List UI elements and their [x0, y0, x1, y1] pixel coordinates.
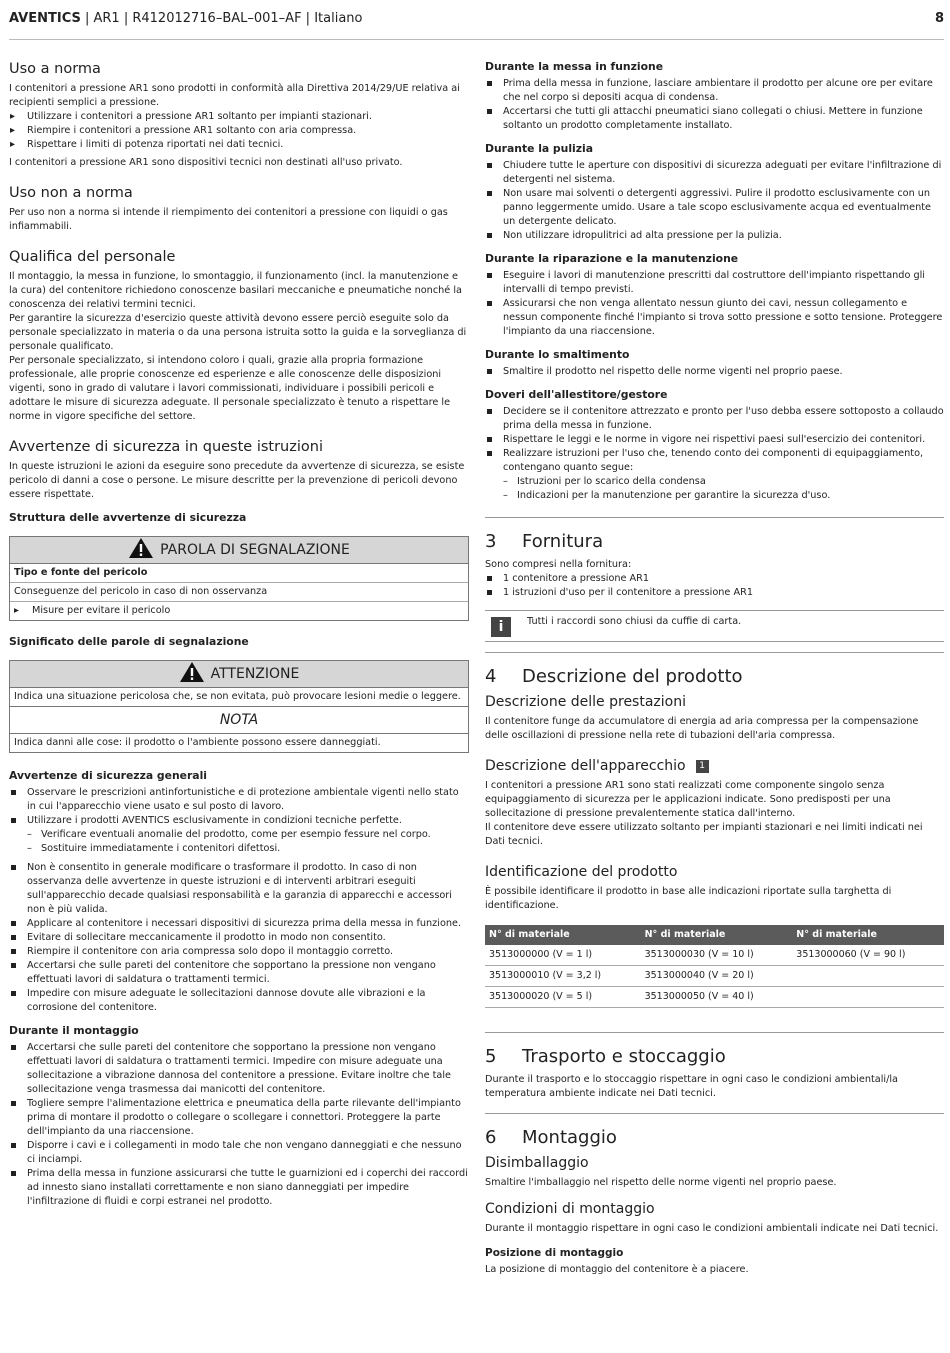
document-reference: | AR1 | R412012716–BAL–001–AF | Italiano — [80, 11, 363, 26]
header-divider — [9, 39, 944, 40]
subsection-title: Posizione di montaggio — [485, 1247, 624, 1259]
chapter-title-text: Descrizione del prodotto — [522, 666, 743, 687]
list-item: Non utilizzare idropulitrici ad alta pressione per la pulizia. — [485, 229, 944, 243]
dash-list — [9, 828, 469, 856]
section-title: Uso non a norma — [9, 185, 133, 201]
subsection-title: Durante il montaggio — [9, 1024, 139, 1037]
hazard-measure — [10, 602, 468, 620]
list-item: – Indicazioni per la manutenzione per garantire la sicurezza d'uso. — [485, 489, 944, 503]
table-cell: 3513000060 (V = 90 l) — [792, 945, 944, 966]
hazard-measure-text: Misure per evitare il pericolo — [32, 605, 171, 616]
chapter-title — [485, 665, 944, 689]
section-title — [485, 757, 944, 775]
list-item: Utilizzare i prodotti AVENTICS esclusivamente in condizioni tecniche perfette. — [9, 814, 469, 828]
signal-word: PAROLA DI SEGNALAZIONE — [160, 542, 350, 558]
left-column — [9, 60, 469, 1209]
info-icon: i — [491, 617, 511, 637]
chapter-title-text: Trasporto e stoccaggio — [522, 1046, 726, 1067]
subsection-title: Struttura delle avvertenze di sicurezza — [9, 511, 247, 524]
page-number: 8 — [934, 11, 944, 26]
square-list — [9, 786, 469, 828]
section-title: Avvertenze di sicurezza in queste istruzioni — [9, 439, 323, 455]
table-cell: 3513000010 (V = 3,2 l) — [485, 966, 641, 987]
list-item: Assicurarsi che non venga allentato nessun giunto dei cavi, nessun collegamento e nessun componente finché l'impianto si trova sotto pressione e sotto tensione. Proteggere l'impianto da una riaccensione. — [485, 297, 944, 339]
section-title: Identificazione del prodotto — [485, 864, 678, 880]
list-item: – Verificare eventuali anomalie del prodotto, come per esempio fessure nel corpo. — [9, 828, 469, 842]
list-item: Non è consentito in generale modificare o trasformare il prodotto. In caso di non osservanza delle avvertenze in queste istruzioni e di interventi arbitrari eseguiti sull'apparecchio decade qualsiasi responsabilità e la garanzia di apparecchi e accessori non è più valida. — [9, 861, 469, 917]
table-cell — [792, 966, 944, 987]
subsection-title: Durante la pulizia — [485, 142, 594, 155]
nota-text: Indica danni alle cose: il prodotto o l'ambiente possono essere danneggiati. — [14, 737, 381, 748]
paragraph: Per personale specializzato, si intendono coloro i quali, grazie alla propria formazione professionale, alle proprie conoscenze ed esperienze e alle conoscenze delle disposizioni vigenti, sono in grado di valutare i lavori commissionati, individuare i possibili pericoli e adottare le misure di sicurezza adeguate. Il personale specializzato è tenuto a rispettare le norme in vigore specifiche del settore. — [9, 355, 451, 422]
square-list — [485, 77, 944, 133]
list-item: – Istruzioni per lo scarico della condensa — [485, 475, 944, 489]
list-item: ▸ Rispettare i limiti di potenza riportati nei dati tecnici. — [9, 138, 469, 152]
list-item: Decidere se il contenitore attrezzato e pronto per l'uso debba essere sottoposto a collaudo prima della messa in funzione. — [485, 405, 944, 433]
chapter-number: 5 — [485, 1046, 497, 1067]
chapter-title — [485, 530, 944, 554]
list-item: ▸ Riempire i contenitori a pressione AR1 soltanto con aria compressa. — [9, 124, 469, 138]
section-title-text: Descrizione dell'apparecchio — [485, 758, 686, 774]
list-item: Realizzare istruzioni per l'uso che, tenendo conto dei componenti di equipaggiamento, contengano quanto segue: — [485, 447, 944, 475]
paragraph: Il contenitore funge da accumulatore di energia ad aria compressa per la compensazione delle oscillazioni di pressione nella rete di tubazioni dell'aria compressa. — [485, 716, 919, 741]
paragraph: Durante il montaggio rispettare in ogni caso le condizioni ambientali indicate nei Dati tecnici. — [485, 1223, 939, 1234]
signal-word-attention: ATTENZIONE — [210, 666, 300, 682]
table-cell: 3513000040 (V = 20 l) — [641, 966, 793, 987]
subsection-title: Durante la riparazione e la manutenzione — [485, 252, 739, 265]
section-title: Condizioni di montaggio — [485, 1201, 655, 1217]
arrow-icon: ▸ — [14, 605, 19, 616]
column-header: N° di materiale — [641, 925, 793, 945]
list-item: Smaltire il prodotto nel rispetto delle norme vigenti nel proprio paese. — [485, 365, 944, 379]
list-item: Non usare mai solventi o detergenti aggressivi. Pulire il prodotto esclusivamente con un panno leggermente umido. Usare a tale scopo esclusivamente acqua ed eventualmente un detergente delicato. — [485, 187, 944, 229]
table-cell: 3513000050 (V = 40 l) — [641, 987, 793, 1008]
paragraph: Il montaggio, la messa in funzione, lo smontaggio, il funzionamento (incl. la manutenzione e la cura) del contenitore richiedono conoscenze basilari meccaniche e pneumatiche nonché la conoscenza dei relativi termini tecnici. — [9, 271, 462, 310]
hazard-type: Tipo e fonte del pericolo — [10, 564, 468, 583]
chapter-number: 6 — [485, 1127, 497, 1148]
paragraph: La posizione di montaggio del contenitore è a piacere. — [485, 1264, 749, 1275]
list-item: Chiudere tutte le aperture con dispositivi di sicurezza adeguati per evitare l'infiltrazione di detergenti nel sistema. — [485, 159, 944, 187]
list-item: 1 contenitore a pressione AR1 — [485, 572, 944, 586]
right-column — [485, 60, 944, 1277]
square-list — [485, 572, 944, 600]
subsection-title: Avvertenze di sicurezza generali — [9, 769, 207, 782]
warning-triangle-icon — [179, 661, 205, 692]
table-row — [485, 945, 944, 966]
list-item: Osservare le prescrizioni antinfortunistiche e di protezione ambientale vigenti nello stato in cui l'apparecchio viene usato e sul posto di lavoro. — [9, 786, 469, 814]
list-item: Applicare al contenitore i necessari dispositivi di sicurezza prima della messa in funzione. — [9, 917, 469, 931]
hazard-consequence: Conseguenze del pericolo in caso di non osservanza — [10, 583, 468, 602]
square-list — [9, 1041, 469, 1209]
square-list — [485, 269, 944, 339]
square-list — [485, 365, 944, 379]
paragraph: È possibile identificare il prodotto in base alle indicazioni riportate sulla targhetta di identificazione. — [485, 886, 892, 911]
paragraph: I contenitori a pressione AR1 sono dispositivi tecnici non destinati all'uso privato. — [9, 157, 403, 168]
list-item: Prima della messa in funzione assicurarsi che tutte le guarnizioni ed i coperchi dei raccordi ad innesto siano installati correttamente e non siano danneggiati per impedire l'infiltrazione di fluidi e corpi estranei nel prodotto. — [9, 1167, 469, 1209]
paragraph: I contenitori a pressione AR1 sono prodotti in conformità alla Direttiva 2014/29/UE relativa ai recipienti semplici a pressione. — [9, 83, 460, 108]
paragraph: Per garantire la sicurezza d'esercizio queste attività devono essere perciò eseguite solo da personale specializzato in materia o da una persona istruita sotto la guida e la sorveglianza di personale qualificato. — [9, 313, 467, 352]
list-item: Eseguire i lavori di manutenzione prescritti dal costruttore dell'impianto rispettando gli intervalli di tempo previsti. — [485, 269, 944, 297]
signal-word-nota: NOTA — [10, 706, 468, 734]
warning-triangle-icon — [128, 537, 154, 568]
chapter-title-text: Montaggio — [522, 1127, 617, 1148]
list-item: 1 istruzioni d'uso per il contenitore a pressione AR1 — [485, 586, 944, 600]
list-item: Rispettare le leggi e le norme in vigore nei rispettivi paesi sull'esercizio dei contenitori. — [485, 433, 944, 447]
section-title: Qualifica del personale — [9, 249, 176, 265]
table-cell: 3513000020 (V = 5 l) — [485, 987, 641, 1008]
attention-header — [10, 661, 468, 688]
page-header — [9, 11, 944, 31]
table-row — [485, 966, 944, 987]
list-item: Disporre i cavi e i collegamenti in modo tale che non vengano danneggiati e che nessuno ci inciampi. — [9, 1139, 469, 1167]
square-list — [485, 159, 944, 243]
figure-reference-badge: 1 — [696, 760, 709, 773]
subsection-title: Durante la messa in funzione — [485, 60, 664, 73]
material-table — [485, 925, 944, 1008]
list-item: Accertarsi che sulle pareti del contenitore che sopportano la pressione non vengano effettuati lavori di saldatura o trattamenti termici. — [9, 959, 469, 987]
column-header: N° di materiale — [792, 925, 944, 945]
paragraph: Per uso non a norma si intende il riempimento dei contenitori a pressione con liquidi o gas infiammabili. — [9, 207, 448, 232]
list-item: ▸ Utilizzare i contenitori a pressione AR1 soltanto per impianti stazionari. — [9, 110, 469, 124]
paragraph: Smaltire l'imballaggio nel rispetto delle norme vigenti nel proprio paese. — [485, 1177, 837, 1188]
subsection-title: Doveri dell'allestitore/gestore — [485, 388, 668, 401]
brand-name: AVENTICS — [9, 11, 81, 26]
chapter-number: 4 — [485, 666, 497, 687]
list-item: – Sostituire immediatamente i contenitori difettosi. — [9, 842, 469, 856]
subsection-title: Significato delle parole di segnalazione — [9, 635, 249, 648]
warning-structure-box — [9, 536, 469, 621]
chapter-title — [485, 1045, 944, 1069]
paragraph: In queste istruzioni le azioni da eseguire sono precedute da avvertenze di sicurezza, se esiste pericolo di danni a cose o persone. Le misure descritte per la prevenzione di pericoli devono essere rispettate. — [9, 461, 465, 500]
paragraph: I contenitori a pressione AR1 sono stati realizzati come componente singolo senza equipaggiamento di sicurezza per le applicazioni indicate. Sono predisposti per una sollecitazione di pressione prevalentemente statica dall'interno. — [485, 780, 891, 819]
attention-text: Indica una situazione pericolosa che, se non evitata, può provocare lesioni medie o leggere. — [14, 691, 461, 702]
signal-words-box — [9, 660, 469, 753]
column-header: N° di materiale — [485, 925, 641, 945]
warning-header — [10, 537, 468, 564]
list-item: Impedire con misure adeguate le sollecitazioni dannose dovute alle vibrazioni e la corrosione del contenitore. — [9, 987, 469, 1015]
chapter-number: 3 — [485, 531, 497, 552]
dash-list — [485, 475, 944, 503]
list-item: Prima della messa in funzione, lasciare ambientare il prodotto per alcune ore per evitare che nel corpo si depositi acqua di condensa. — [485, 77, 944, 105]
square-list — [485, 405, 944, 475]
table-row — [485, 987, 944, 1008]
list-item: Accertarsi che sulle pareti del contenitore che sopportano la pressione non vengano effettuati lavori di saldatura o trattamenti termici. Impedire con misure adeguate una sollecitazione a vibrazione dannosa del contenitore a pressione. Evitare inoltre che tale sollecitazione venga trasmessa dai manicotti del contenitore. — [9, 1041, 469, 1097]
info-text: Tutti i raccordi sono chiusi da cuffie di carta. — [527, 616, 742, 627]
chapter-title-text: Fornitura — [522, 531, 604, 552]
paragraph: Sono compresi nella fornitura: — [485, 559, 632, 570]
section-title: Descrizione delle prestazioni — [485, 694, 686, 710]
paragraph: Il contenitore deve essere utilizzato soltanto per impianti stazionari e nei limiti indicati nei Dati tecnici. — [485, 822, 923, 847]
section-title: Uso a norma — [9, 61, 101, 77]
info-box — [485, 611, 944, 641]
subsection-title: Durante lo smaltimento — [485, 348, 630, 361]
square-list — [9, 861, 469, 1015]
table-cell: 3513000030 (V = 10 l) — [641, 945, 793, 966]
table-cell — [792, 987, 944, 1008]
list-item: Togliere sempre l'alimentazione elettrica e pneumatica della parte rilevante dell'impianto prima di montare il prodotto o collegare o scollegare i connettori. Proteggere la parte dell'impianto da una riaccensione. — [9, 1097, 469, 1139]
section-title: Disimballaggio — [485, 1155, 589, 1171]
table-header-row — [485, 925, 944, 945]
chapter-title — [485, 1126, 944, 1150]
arrow-list — [9, 110, 469, 152]
list-item: Accertarsi che tutti gli attacchi pneumatici siano collegati o chiusi. Mettere in funzione soltanto un prodotto completamente installato. — [485, 105, 944, 133]
list-item: Riempire il contenitore con aria compressa solo dopo il montaggio corretto. — [9, 945, 469, 959]
table-cell: 3513000000 (V = 1 l) — [485, 945, 641, 966]
paragraph: Durante il trasporto e lo stoccaggio rispettare in ogni caso le condizioni ambientali/la temperatura ambiente indicate nei Dati tecnici. — [485, 1074, 898, 1099]
list-item: Evitare di sollecitare meccanicamente il prodotto in modo non consentito. — [9, 931, 469, 945]
